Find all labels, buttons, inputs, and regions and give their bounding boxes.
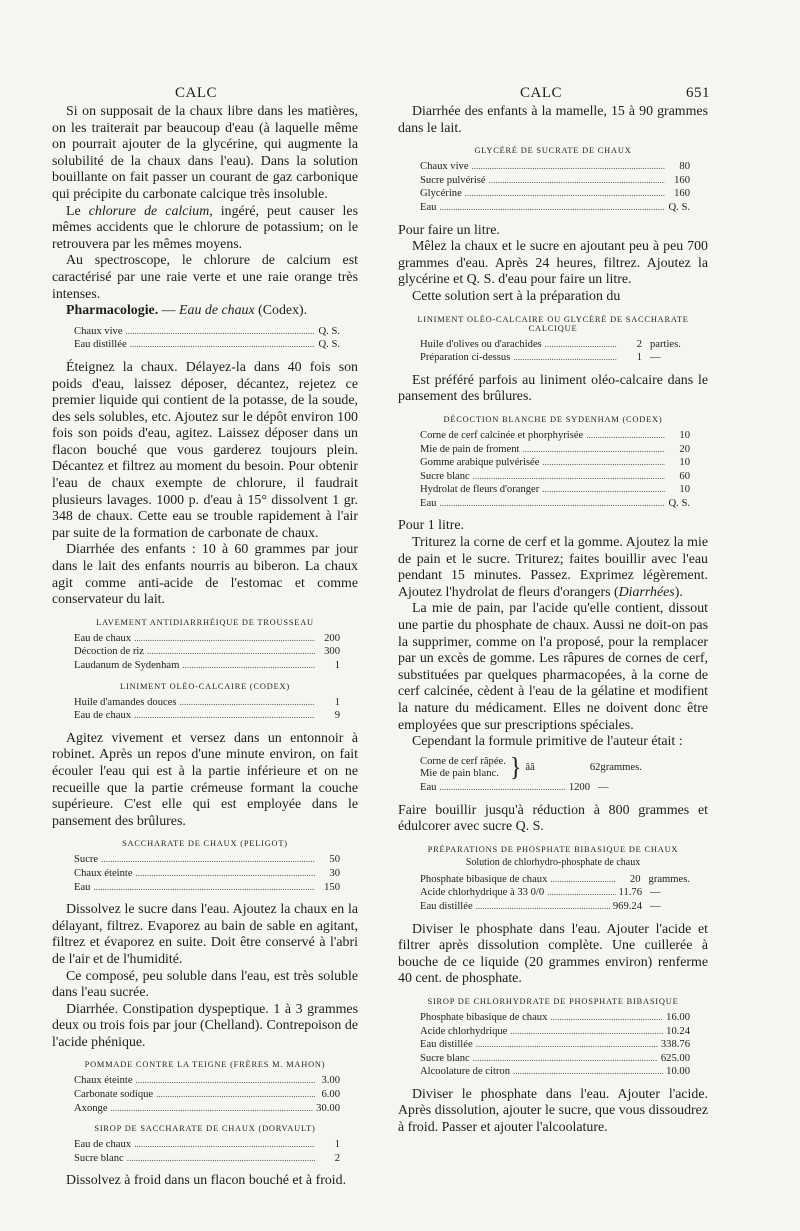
brace-group [420, 756, 690, 781]
ingredient-row [420, 201, 690, 215]
leader-dots [439, 201, 665, 214]
leader-dots [545, 338, 617, 351]
ingredient-name: Décoction de riz [74, 646, 145, 658]
paragraph: Pour faire un litre. [398, 222, 500, 238]
ingredient-name: Eau [420, 497, 437, 509]
ingredient-name: Eau de chaux [74, 632, 132, 644]
paragraph: Ce composé, peu soluble dans l'eau, est très soluble dans l'eau sucrée. [52, 968, 358, 1001]
ingredient-qty: 160 [674, 188, 690, 200]
paragraph: Au spectroscope, le chlorure de calcium est caractérisé par une raie verte et une raie orange très intenses. [52, 253, 358, 302]
ingredient-qty: 10 [679, 457, 690, 469]
running-head-right: CALC [520, 85, 563, 101]
formula-title: PRÉPARATIONS DE PHOSPHATE BIBASIQUE DE CHAUX [427, 844, 679, 854]
ingredient-row [74, 709, 340, 723]
brace-names [420, 756, 506, 781]
ingredient-row [420, 429, 690, 443]
ingredient-name: Corne de cerf râpée. [420, 755, 506, 767]
ingredient-name: Huile d'amandes douces [74, 696, 177, 708]
formula-pommade [52, 1074, 358, 1115]
ingredient-row [74, 1074, 340, 1088]
ingredient-row [74, 867, 340, 881]
paragraph: Mêlez la chaux et le sucre en ajoutant peu à peu 700 grammes d'eau. Après 24 heures, filtrez. Ajoutez la glycérine et Q. S. d'eau pour faire un litre. [398, 239, 708, 288]
leader-dots [547, 886, 615, 899]
ingredient-name: Eau [74, 881, 91, 893]
ingredient-name: Eau distillée [420, 900, 473, 912]
pharmacology-heading: Pharmacologie. — Eau de chaux (Codex). [66, 303, 308, 319]
ingredient-name: Gomme arabique pulvérisée [420, 457, 540, 469]
ingredient-row [74, 645, 340, 659]
ingredient-name: Acide chlorhydrique [420, 1025, 508, 1037]
ingredient-name: Chaux vive [74, 325, 123, 337]
ingredient-name: Eau de chaux [74, 710, 132, 722]
formula-title: SIROP DE SACCHARATE DE CHAUX (DORVAULT) [94, 1124, 316, 1134]
brace-icon: } [509, 754, 522, 783]
ingredient-qty: 200 [324, 632, 340, 644]
ingredient-qty: 3.00 [321, 1075, 340, 1087]
page-number: 651 [686, 85, 710, 101]
ingredient-row [420, 1052, 690, 1066]
leader-dots [101, 853, 315, 866]
ingredient-unit: grammes. [600, 762, 642, 774]
ingredient-name: Sucre blanc [420, 470, 470, 482]
paragraph: Diviser le phosphate dans l'eau. Ajouter l'acide. Après dissolution, ajouter le sucre, que vous dissoudrez à froid. Passer et ajouter l'alcoolature. [398, 1086, 708, 1136]
leader-dots [513, 1065, 663, 1078]
ingredient-name: Alcoolature de citron [420, 1066, 511, 1078]
paragraph: Cependant la formule primitive de l'auteur était : [412, 734, 683, 750]
ingredient-row [74, 1152, 340, 1166]
ingredient-row [74, 632, 340, 646]
leader-dots [550, 873, 615, 886]
ingredient-unit: — [650, 900, 661, 912]
ingredient-qty: 969.24 [612, 900, 642, 912]
ingredient-qty: 150 [324, 881, 340, 893]
ingredient-qty: Q. S. [668, 497, 690, 509]
paragraph: Dissolvez à froid dans un flacon bouché et à froid. [66, 1173, 347, 1189]
leader-dots [136, 1074, 315, 1087]
ingredient-qty: 60 [679, 470, 690, 482]
ingredient-qty: Q. S. [668, 201, 690, 213]
ingredient-name: Glycérine [420, 188, 462, 200]
ingredient-name: Eau de chaux [74, 1139, 132, 1151]
ingredient-qty: 20 [679, 443, 690, 455]
leader-dots [542, 456, 665, 469]
ingredient-row [420, 351, 690, 365]
ingredient-qty: Q. S. [318, 325, 340, 337]
ingredient-name: Chaux éteinte [74, 867, 133, 879]
ingredient-name: Carbonate sodique [74, 1089, 154, 1101]
paragraph: Agitez vivement et versez dans un entonnoir à robinet. Après un repos d'une minute environ, on fait écouler l'eau qui est à la partie inférieure et on ne recueille que la partie crémeuse formant la couche supérieure. C'est elle qui est employée dans le pansement des brûlures. [52, 730, 358, 829]
ingredient-row [420, 187, 690, 201]
ingredient-row [420, 470, 690, 484]
paragraph: Diarrhée. Constipation dyspeptique. 1 à 3 grammes deux ou trois fois par jour (Chelland). Contrepoison de l'acide phénique. [52, 1001, 358, 1050]
ingredient-name: Acide chlorhydrique à 33 0/0 [420, 887, 545, 899]
paragraph: Faire bouillir jusqu'à réduction à 800 grammes et édulcorer avec sucre Q. S. [398, 802, 708, 835]
ingredient-qty: 10.00 [666, 1066, 690, 1078]
leader-dots [489, 174, 665, 187]
formula-glycere [398, 160, 708, 214]
ingredient-qty: 50 [329, 854, 340, 866]
paragraph: Pour 1 litre. [398, 518, 464, 534]
formula-primitive [398, 756, 708, 795]
ingredient-row [74, 881, 340, 895]
ingredient-name: Eau distillée [74, 339, 127, 351]
ingredient-qty: 10 [679, 484, 690, 496]
paragraph: Diviser le phosphate dans l'eau. Ajouter l'acide et filtrer après dissolution complète. Une cuillerée à bouche de ce liquide (20 grammes environ) renferme 40 cent. de phosphate. [398, 921, 708, 987]
ingredient-qty: 62 [589, 762, 601, 774]
leader-dots [550, 1011, 663, 1024]
ingredient-unit: grammes. [648, 873, 690, 885]
ingredient-name: Chaux éteinte [74, 1075, 133, 1087]
leader-dots [472, 160, 665, 173]
leader-dots [476, 1038, 658, 1051]
leader-dots [473, 1052, 658, 1065]
leader-dots [465, 187, 665, 200]
ingredient-row [74, 1138, 340, 1152]
leader-dots [473, 470, 665, 483]
leader-dots [134, 709, 315, 722]
ingredient-name: Sucre [74, 854, 99, 866]
paragraph: Cette solution sert à la préparation du [412, 288, 621, 304]
ingredient-row [420, 456, 690, 470]
paragraph: Éteignez la chaux. Délayez-la dans 40 fois son poids d'eau, laissez déposer, décantez, rejetez ce premier liquide qui contient de la potasse, de la soude, des sels solubles, etc. Ajoutez sur le dépôt environ 100 fois son poids d'eau, agitez. Laissez déposer dans un flacon bouché que vous garderez toujours plein. Décantez et filtrez au moment du besoin. Pour obtenir l'eau de chaux exempte de chlorure, il faudrait plusieurs lavages. 1000 p. d'eau à 15° dissolvent 1 gr. 348 de chaux. Cette eau se trouble rapidement à l'air par suite de la formation de carbonate de chaux. [52, 359, 358, 541]
ingredient-name: Préparation ci-dessus [420, 352, 511, 364]
ingredient-unit: — [650, 887, 661, 899]
ingredient-qty: 30 [329, 867, 340, 879]
ingredient-row [420, 900, 690, 914]
ingredient-row [420, 886, 690, 900]
leader-dots [476, 900, 610, 913]
leader-dots [182, 659, 315, 672]
formula-title: LAVEMENT ANTIDIARRHÉIQUE DE TROUSSEAU [96, 617, 314, 627]
ana-mark: ââ [525, 762, 535, 774]
left-column [52, 104, 358, 1190]
ingredient-name: Mie de pain de froment [420, 443, 520, 455]
ingredient-qty: 2 [334, 1152, 340, 1164]
ingredient-row [420, 1011, 690, 1025]
ingredient-unit: — [650, 352, 661, 364]
formula-title: GLYCÉRÉ DE SUCRATE DE CHAUX [474, 146, 632, 156]
ingredient-qty: 2 [636, 338, 642, 350]
ingredient-row [420, 174, 690, 188]
leader-dots [136, 867, 315, 880]
ingredient-qty: 30.00 [316, 1102, 340, 1114]
ingredient-qty: 80 [679, 161, 690, 173]
ingredient-row [420, 1038, 690, 1052]
ingredient-row [420, 497, 690, 511]
ingredient-qty: 10 [679, 429, 690, 441]
ingredient-name: Chaux vive [420, 161, 469, 173]
ingredient-qty: 160 [674, 174, 690, 186]
formula-sirop-saccharate [52, 1138, 358, 1165]
formula-title: POMMADE CONTRE LA TEIGNE (FRÈRES M. MAHON) [84, 1060, 326, 1070]
formula-sirop-chlorhydrate [398, 1011, 708, 1079]
leader-dots [156, 1088, 315, 1101]
ingredient-row [420, 160, 690, 174]
formula-title: SACCHARATE DE CHAUX (PELIGOT) [122, 839, 288, 849]
paragraph: Le chlorure de calcium, ingéré, peut causer les mêmes accidents que le chlorure de potassium; on le retrouvera par les mêmes moyens. [52, 203, 358, 252]
section-label: Pharmacologie. [66, 303, 159, 319]
leader-dots [134, 632, 315, 645]
running-head-left: CALC [175, 85, 218, 101]
leader-dots [542, 483, 665, 496]
ingredient-row [74, 696, 340, 710]
ingredient-row [74, 1102, 340, 1116]
ingredient-row [74, 338, 340, 352]
leader-dots [93, 881, 315, 894]
leader-dots [513, 351, 617, 364]
formula-title: LINIMENT OLÉO-CALCAIRE OU GLYCÉRÉ DE SACCHARATE CALCIQUE [417, 314, 689, 333]
formula-title: LINIMENT OLÉO-CALCAIRE (CODEX) [120, 681, 290, 691]
formula-decoction [398, 429, 708, 511]
formula-saccharate [52, 853, 358, 894]
formula-title: DÉCOCTION BLANCHE DE SYDENHAM (CODEX) [443, 414, 663, 424]
paragraph: La mie de pain, par l'acide qu'elle contient, dissout une partie du phosphate de chaux. Aussi ne doit-on pas la supprimer, comme on l'a proposé, pour la remplacer par un excès de gomme. Les râpures de cornes de cerf, substituées par quelques pharmacopées, à la corne de cerf calcinée, cèdent à l'eau de la gélatine et modifient la nature du médicament. Elles ne doivent donc être employées que sur prescriptions spéciales. [398, 601, 708, 733]
ingredient-qty: 9 [334, 710, 340, 722]
paragraph: Diarrhée des enfants à la mamelle, 15 à 90 grammes dans le lait. [398, 104, 708, 136]
ingredient-qty: 1 [636, 352, 642, 364]
formula-title: SIROP DE CHLORHYDRATE DE PHOSPHATE BIBASIQUE [427, 996, 679, 1006]
ingredient-qty: 1 [334, 660, 340, 671]
formula-liniment-glycere [398, 338, 708, 365]
formula-phosphate [398, 873, 708, 914]
right-column [398, 104, 708, 1137]
formula-subtitle: Solution de chlorhydro-phosphate de chaux [465, 856, 641, 868]
leader-dots [111, 1102, 314, 1115]
leader-dots [130, 338, 315, 351]
paragraph: Triturez la corne de cerf et la gomme. Ajoutez la mie de pain et le sucre. Triturez; faites bouillir avec l'eau pendant 15 minutes. Passez. Exprimez légèrement. Ajoutez l'hydrolat de fleurs d'orangers (Diarrhées). [398, 535, 708, 600]
paragraph: Diarrhée des enfants : 10 à 60 grammes par jour dans le lait des enfants nourris au biberon. La chaux agit comme anti-acide de l'estomac et comme conservateur du lait. [52, 542, 358, 608]
ingredient-name: Phosphate bibasique de chaux [420, 873, 548, 885]
leader-dots [510, 1025, 663, 1038]
ingredient-row [420, 781, 638, 795]
ingredient-qty: 11.76 [618, 887, 642, 899]
ingredient-row [420, 873, 690, 887]
ingredient-row [420, 338, 690, 352]
formula-lavement [52, 632, 358, 673]
ingredient-qty: 300 [324, 646, 340, 658]
ingredient-name: Axonge [74, 1102, 108, 1114]
ingredient-row [74, 853, 340, 867]
leader-dots [147, 645, 315, 658]
ingredient-name: Sucre pulvérisé [420, 174, 486, 186]
ingredient-qty: 16.00 [666, 1011, 690, 1023]
ingredient-row [420, 1065, 690, 1079]
ingredient-name: Eau [420, 201, 437, 213]
ingredient-name: Huile d'olives ou d'arachides [420, 338, 542, 350]
ingredient-name: Laudanum de Sydenham [74, 660, 180, 671]
ingredient-row [420, 443, 690, 457]
ingredient-row [74, 325, 340, 339]
ingredient-name: Corne de cerf calcinée et phorphyrisée [420, 429, 584, 441]
leader-dots [134, 1138, 315, 1151]
ingredient-row [74, 1088, 340, 1102]
ingredient-qty: 10.24 [666, 1025, 690, 1037]
ingredient-qty: Q. S. [318, 339, 340, 351]
ingredient-unit: parties. [650, 338, 681, 350]
formula-eau-de-chaux [52, 325, 358, 352]
leader-dots [126, 325, 315, 338]
leader-dots [439, 497, 665, 510]
ingredient-unit: — [598, 781, 609, 793]
ingredient-name: Sucre blanc [420, 1052, 470, 1064]
ingredient-name: Eau distillée [420, 1039, 473, 1051]
ingredient-qty: 338.76 [660, 1039, 690, 1051]
ingredient-qty: 1 [334, 696, 340, 708]
ingredient-qty: 6.00 [321, 1089, 340, 1101]
ingredient-qty: 1 [334, 1139, 340, 1151]
leader-dots [127, 1152, 315, 1165]
ingredient-name: Hydrolat de fleurs d'oranger [420, 484, 540, 496]
ingredient-row [74, 659, 340, 673]
ingredient-name: Eau [420, 781, 437, 793]
leader-dots [180, 696, 315, 709]
leader-dots [522, 443, 665, 456]
ingredient-qty: 20 [629, 873, 641, 885]
leader-dots [586, 429, 665, 442]
ingredient-qty: 625.00 [660, 1052, 690, 1064]
ingredient-name: Mie de pain blanc. [420, 768, 499, 780]
ingredient-name: Phosphate bibasique de chaux [420, 1011, 548, 1023]
ingredient-qty: 1200 [568, 781, 590, 793]
paragraph: Si on supposait de la chaux libre dans les matières, on les traiterait par beaucoup d'eau (à laquelle même on pourrait ajouter de la glycérine, qui augmente la solubilité de la chaux dans l'eau). Dans la solution bouillante on fait passer un courant de gaz carbonique qui précipite du carbonate calcique très insoluble. [52, 104, 358, 202]
ingredient-name: Sucre blanc [74, 1152, 124, 1164]
paragraph: Dissolvez le sucre dans l'eau. Ajoutez la chaux en la délayant, filtrez. Evaporez au bain de sable en agitant, filtrez et évaporez en suite. Doit être conservé à l'abri de l'air et de l'humidité. [52, 902, 358, 967]
formula-liniment [52, 696, 358, 723]
leader-dots [439, 781, 565, 794]
paragraph: Est préféré parfois au liniment oléo-calcaire dans le pansement des brûlures. [398, 372, 708, 405]
ingredient-row [420, 483, 690, 497]
ingredient-row [420, 1025, 690, 1039]
